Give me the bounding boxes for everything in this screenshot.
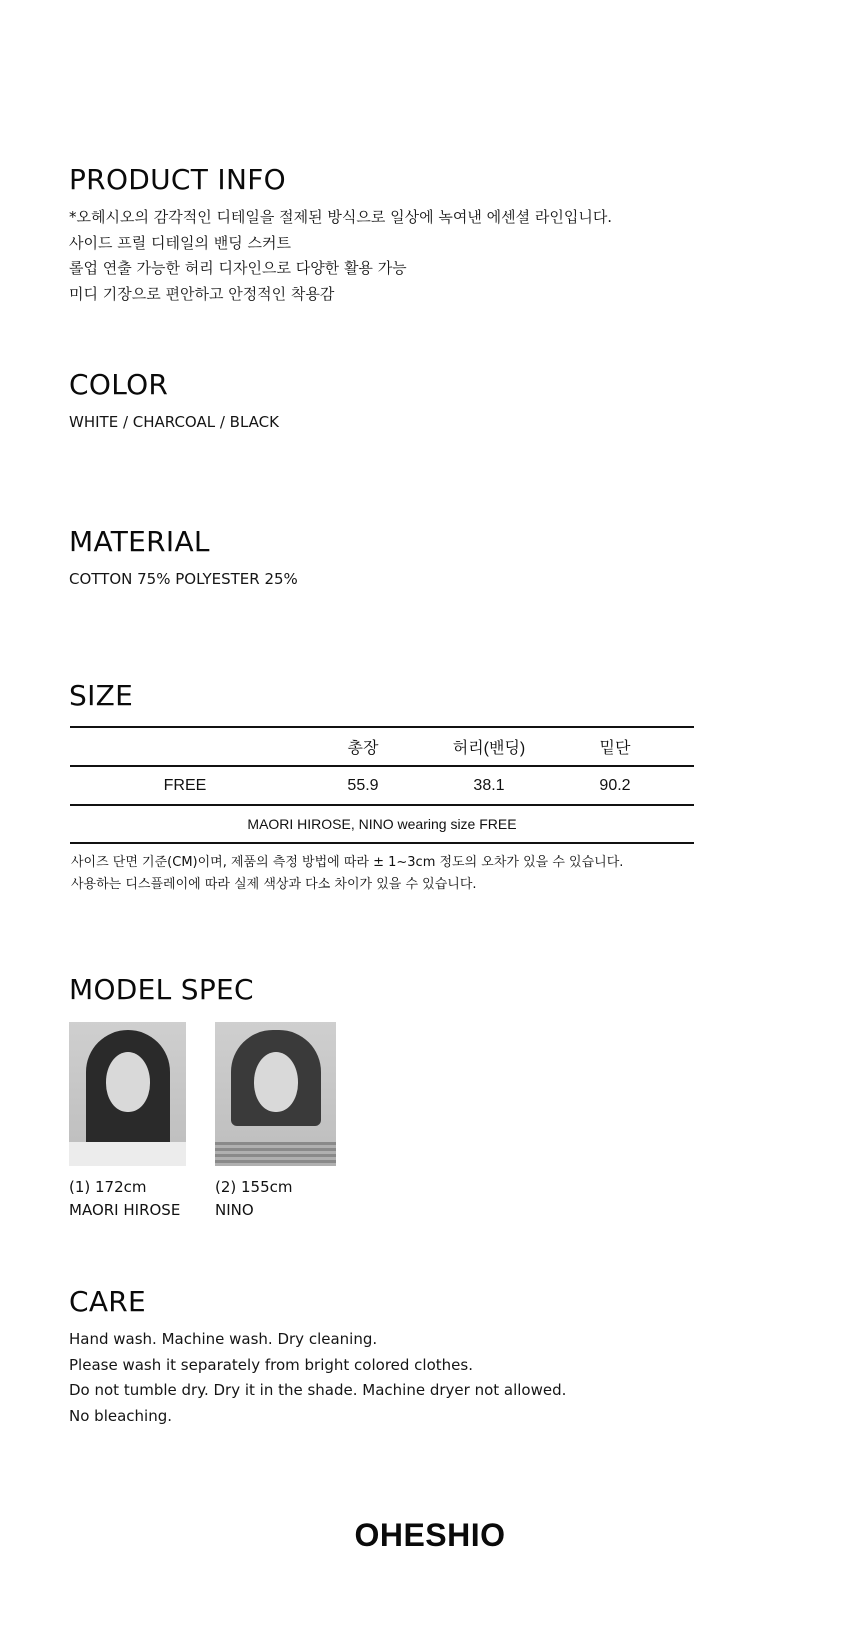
care-line: Hand wash. Machine wash. Dry cleaning. — [69, 1330, 378, 1348]
size-header-label — [70, 727, 300, 766]
model-photo-2 — [215, 1022, 336, 1166]
model-caption-1 — [69, 1176, 180, 1222]
size-cell-length: 55.9 — [300, 766, 426, 805]
model-height: (2) 155cm — [215, 1178, 293, 1196]
model-spec-section — [69, 973, 254, 1007]
model-spec-title: MODEL SPEC — [69, 973, 254, 1006]
product-info-description — [69, 205, 612, 307]
model-shirt — [215, 1142, 336, 1166]
table-row — [70, 766, 694, 805]
size-header-length: 총장 — [300, 727, 426, 766]
material-title: MATERIAL — [69, 525, 210, 558]
product-info-title: PRODUCT INFO — [69, 163, 286, 196]
care-line: No bleaching. — [69, 1406, 172, 1425]
size-disclaimer-line: 사용하는 디스플레이에 따라 실제 색상과 다소 차이가 있을 수 있습니다. — [71, 877, 477, 892]
size-note: MAORI HIROSE, NINO wearing size FREE — [70, 805, 694, 843]
color-title: COLOR — [69, 368, 169, 401]
model-face — [106, 1052, 150, 1112]
color-value: WHITE / CHARCOAL / BLACK — [69, 413, 279, 431]
model-face — [254, 1052, 298, 1112]
size-cell-spacer — [678, 766, 694, 805]
care-section — [69, 1285, 566, 1429]
size-disclaimer — [71, 852, 623, 896]
material-section — [69, 525, 298, 593]
size-disclaimer-line: 사이즈 단면 기준(CM)이며, 제품의 측정 방법에 따라 ± 1~3cm 정도의 오차가 있을 수 있습니다. — [71, 855, 624, 870]
model-name: MAORI HIROSE — [69, 1201, 181, 1219]
size-table — [70, 726, 694, 844]
size-header-spacer — [678, 727, 694, 766]
color-section — [69, 368, 279, 436]
model-height: (1) 172cm — [69, 1178, 147, 1196]
care-line: Please wash it separately from bright colored clothes. — [69, 1355, 473, 1374]
size-title: SIZE — [69, 679, 134, 712]
size-cell-waist: 38.1 — [426, 766, 552, 805]
care-instructions — [69, 1327, 566, 1429]
care-title: CARE — [69, 1285, 147, 1318]
material-value: COTTON 75% POLYESTER 25% — [69, 570, 298, 588]
model-shirt — [69, 1142, 186, 1166]
product-info-line: 미디 기장으로 편안하고 안정적인 착용감 — [69, 284, 335, 303]
size-section — [69, 679, 133, 713]
size-cell-hem: 90.2 — [552, 766, 678, 805]
size-cell-size: FREE — [70, 766, 300, 805]
size-header-hem: 밑단 — [552, 727, 678, 766]
product-info-section — [69, 163, 612, 307]
model-photo-1 — [69, 1022, 186, 1166]
product-info-line: 사이드 프릴 디테일의 밴딩 스커트 — [69, 233, 291, 252]
model-name: NINO — [215, 1201, 254, 1219]
model-caption-2 — [215, 1176, 293, 1222]
size-note-row — [70, 805, 694, 843]
product-info-line: 롤업 연출 가능한 허리 디자인으로 다양한 활용 가능 — [69, 259, 407, 277]
brand-logo: OHESHIO — [354, 1517, 506, 1553]
care-line: Do not tumble dry. Dry it in the shade. Machine dryer not allowed. — [69, 1381, 567, 1399]
product-info-line: *오헤시오의 감각적인 디테일을 절제된 방식으로 일상에 녹여낸 에센셜 라인입니다. — [69, 208, 613, 226]
size-header-waist: 허리(밴딩) — [426, 727, 552, 766]
size-table-header — [70, 727, 694, 766]
